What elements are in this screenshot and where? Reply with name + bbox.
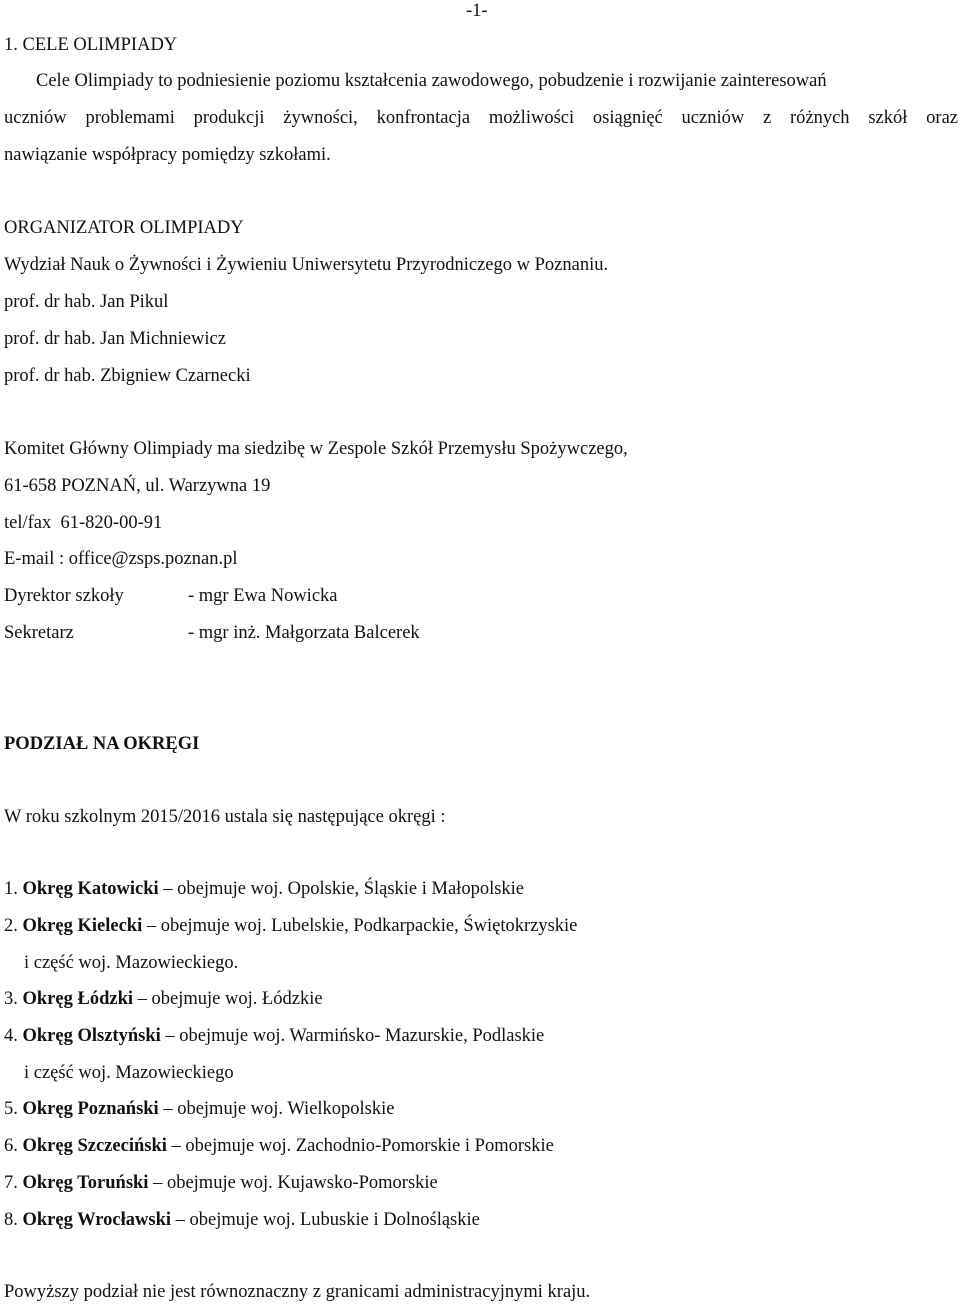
- district-name: Okręg Katowicki: [22, 879, 159, 899]
- district-name: Okręg Toruński: [22, 1173, 149, 1193]
- district-item: 3. Okręg Łódzki – obejmuje woj. Łódzkie: [4, 989, 323, 1009]
- secretary-label: Sekretarz: [4, 623, 74, 643]
- district-item: 4. Okręg Olsztyński – obejmuje woj. Warmińsko- Mazurskie, Podlaskie: [4, 1026, 545, 1046]
- district-name: Okręg Kielecki: [22, 916, 143, 936]
- organizer-person: prof. dr hab. Zbigniew Czarnecki: [4, 366, 251, 386]
- districts-intro: W roku szkolnym 2015/2016 ustala się następujące okręgi :: [4, 807, 446, 827]
- committee-email: E-mail : office@zsps.poznan.pl: [4, 549, 238, 569]
- district-item: 7. Okręg Toruński – obejmuje woj. Kujawsko-Pomorskie: [4, 1173, 438, 1193]
- secretary-name: - mgr inż. Małgorzata Balcerek: [188, 623, 420, 643]
- district-item: 5. Okręg Poznański – obejmuje woj. Wielkopolskie: [4, 1099, 395, 1119]
- committee-seat: Komitet Główny Olimpiady ma siedzibę w Zespole Szkół Przemysłu Spożywczego,: [4, 439, 628, 459]
- district-item-continuation: i część woj. Mazowieckiego.: [24, 953, 239, 973]
- director-label: Dyrektor szkoły: [4, 586, 124, 606]
- district-item: 8. Okręg Wrocławski – obejmuje woj. Lubuskie i Dolnośląskie: [4, 1210, 480, 1230]
- section-heading-districts: PODZIAŁ NA OKRĘGI: [4, 734, 200, 754]
- districts-note: Powyższy podział nie jest równoznaczny z granicami administracyjnymi kraju.: [4, 1282, 591, 1302]
- committee-address: 61-658 POZNAŃ, ul. Warzywna 19: [4, 476, 271, 496]
- section-heading-organizer: ORGANIZATOR OLIMPIADY: [4, 218, 244, 238]
- district-name: Okręg Szczeciński: [22, 1136, 167, 1156]
- goals-text-line: nawiązanie współpracy pomiędzy szkołami.: [4, 145, 331, 165]
- district-item-continuation: i część woj. Mazowieckiego: [24, 1063, 234, 1083]
- district-item: 2. Okręg Kielecki – obejmuje woj. Lubelskie, Podkarpackie, Świętokrzyskie: [4, 916, 578, 936]
- district-name: Okręg Olsztyński: [22, 1026, 161, 1046]
- committee-phone: tel/fax 61-820-00-91: [4, 513, 163, 533]
- organizer-faculty: Wydział Nauk o Żywności i Żywieniu Uniwersytetu Przyrodniczego w Poznaniu.: [4, 255, 609, 275]
- district-name: Okręg Łódzki: [22, 989, 133, 1009]
- district-name: Okręg Poznański: [22, 1099, 159, 1119]
- director-name: - mgr Ewa Nowicka: [188, 586, 338, 606]
- organizer-person: prof. dr hab. Jan Pikul: [4, 292, 169, 312]
- organizer-person: prof. dr hab. Jan Michniewicz: [4, 329, 226, 349]
- section-heading-goals: 1. CELE OLIMPIADY: [4, 35, 178, 55]
- district-item: 1. Okręg Katowicki – obejmuje woj. Opolskie, Śląskie i Małopolskie: [4, 879, 525, 899]
- goals-text-line: Cele Olimpiady to podniesienie poziomu kształcenia zawodowego, pobudzenie i rozwijanie zainteresowań: [36, 71, 827, 91]
- goals-text-line: uczniów problemami produkcji żywności, konfrontacja możliwości osiągnięć uczniów z różnych szkół oraz: [4, 108, 958, 128]
- district-item: 6. Okręg Szczeciński – obejmuje woj. Zachodnio-Pomorskie i Pomorskie: [4, 1136, 554, 1156]
- district-name: Okręg Wrocławski: [22, 1210, 172, 1230]
- page-number: -1-: [466, 1, 488, 21]
